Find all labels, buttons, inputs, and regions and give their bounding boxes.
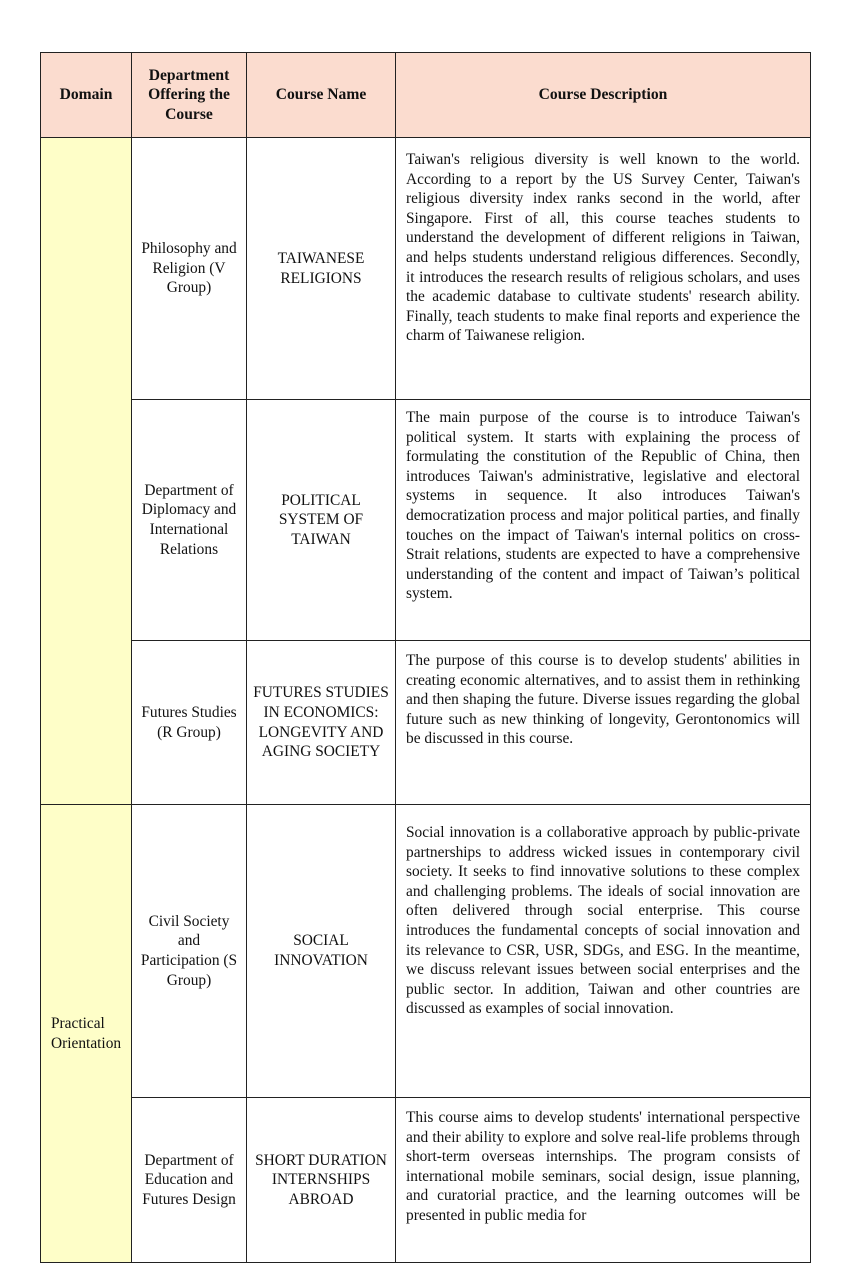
course-table-container — [40, 52, 810, 1263]
course-description-cell: Taiwan's religious diversity is well known to the world. According to a report by the US Survey Center, Taiwan's religious diversity index ranks second in the world, after Singapore. First of all, this course teaches students to understand the development of different religions in Taiwan, and helps students understand religious differences. Secondly, it introduces the research results of religious scholars, and uses the academic database to cultivate students' research ability. Finally, teach students to make final reports and experience the charm of Taiwanese religion. — [396, 138, 811, 400]
department-cell: Department of Education and Futures Design — [132, 1098, 247, 1263]
course-table — [40, 52, 811, 1263]
department-cell: Civil Society and Participation (S Group) — [132, 805, 247, 1098]
department-cell: Philosophy and Religion (V Group) — [132, 138, 247, 400]
table-row — [41, 1098, 811, 1263]
header-department: Department Offering the Course — [132, 53, 247, 138]
course-name-cell: SOCIAL INNOVATION — [247, 805, 396, 1098]
table-row — [41, 641, 811, 805]
course-description-cell: Social innovation is a collaborative approach by public-private partnerships to address wicked issues in contemporary civil society. It seeks to find innovative solutions to these complex and challenging problems. The ideals of social innovation are often delivered through social enterprise. This course introduces the fundamental concepts of social innovation and its relevance to CSR, USR, SDGs, and ESG. In the meantime, we discuss relevant issues between social enterprises and the public sector. In addition, Taiwan and other countries are discussed as examples of social innovation. — [396, 805, 811, 1098]
department-cell: Department of Diplomacy and International Relations — [132, 400, 247, 641]
table-row — [41, 400, 811, 641]
course-name-cell: FUTURES STUDIES IN ECONOMICS: LONGEVITY AND AGING SOCIETY — [247, 641, 396, 805]
header-domain: Domain — [41, 53, 132, 138]
department-cell: Futures Studies (R Group) — [132, 641, 247, 805]
course-name-cell: POLITICAL SYSTEM OF TAIWAN — [247, 400, 396, 641]
domain-cell-practical-orientation: Practical Orientation — [41, 805, 132, 1263]
table-header-row — [41, 53, 811, 138]
header-course-description: Course Description — [396, 53, 811, 138]
course-description-cell: This course aims to develop students' international perspective and their ability to explore and solve real-life problems through short-term overseas internships. The program consists of international mobile seminars, social design, issue planning, and curatorial practice, and the learning outcomes will be presented in public media for — [396, 1098, 811, 1263]
table-row — [41, 805, 811, 1098]
course-description-cell: The purpose of this course is to develop students' abilities in creating economic alternatives, and to assist them in rethinking and then shaping the future. Diverse issues regarding the global future such as new thinking of longevity, Gerontonomics will be discussed in this course. — [396, 641, 811, 805]
course-name-cell: TAIWANESE RELIGIONS — [247, 138, 396, 400]
header-course-name: Course Name — [247, 53, 396, 138]
course-name-cell: SHORT DURATION INTERNSHIPS ABROAD — [247, 1098, 396, 1263]
domain-cell-blank — [41, 138, 132, 805]
course-description-cell: The main purpose of the course is to introduce Taiwan's political system. It starts with explaining the process of formulating the constitution of the Republic of China, then introduces Taiwan's administrative, legislative and electoral systems in sequence. It also introduces Taiwan's democratization process and major political parties, and finally touches on the impact of Taiwan's internal politics on cross-Strait relations, students are expected to have a comprehensive understanding of the content and impact of Taiwan’s political system. — [396, 400, 811, 641]
table-row — [41, 138, 811, 400]
